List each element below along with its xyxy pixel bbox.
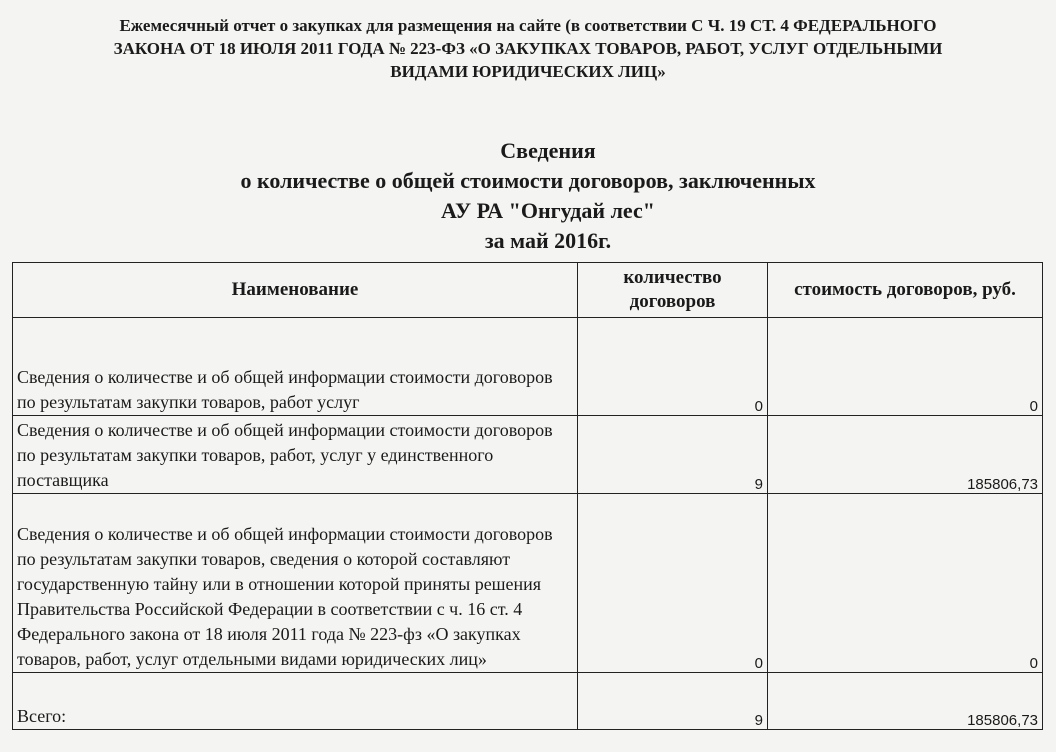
header-line-2: ЗАКОНА ОТ 18 ИЮЛЯ 2011 ГОДА № 223-ФЗ «О ЗАКУПКАХ ТОВАРОВ, РАБОТ, УСЛУГ ОТДЕЛЬНЫМИ bbox=[113, 39, 943, 58]
report-header bbox=[0, 14, 1056, 83]
title-line-2: о количестве о общей стоимости договоров, заключенных bbox=[240, 168, 816, 193]
column-header-name: Наименование bbox=[13, 263, 578, 318]
row-cost: 0 bbox=[768, 318, 1043, 416]
table-row bbox=[13, 318, 1043, 416]
column-header-count bbox=[578, 263, 768, 318]
report-title bbox=[0, 136, 1056, 256]
total-count: 9 bbox=[578, 673, 768, 730]
title-line-4: за май 2016г. bbox=[484, 228, 612, 253]
row-cost: 185806,73 bbox=[768, 416, 1043, 494]
table-row bbox=[13, 494, 1043, 673]
table-total-row bbox=[13, 673, 1043, 730]
column-header-count-line-2: договоров bbox=[629, 291, 716, 312]
row-count: 0 bbox=[578, 318, 768, 416]
header-line-1: Ежемесячный отчет о закупках для размещения на сайте (в соответствии С Ч. 19 СТ. 4 ФЕДЕРАЛЬНОГО bbox=[119, 16, 937, 35]
table-row bbox=[13, 416, 1043, 494]
row-count: 0 bbox=[578, 494, 768, 673]
total-cost: 185806,73 bbox=[768, 673, 1043, 730]
header-line-3: ВИДАМИ ЮРИДИЧЕСКИХ ЛИЦ» bbox=[390, 62, 666, 81]
row-name: Сведения о количестве и об общей информации стоимости договоров по результатам закупки товаров, сведения о которой составляют государственную тайну или в отношении которой приняты решения Правительства Российской Федерации в соответствии с ч. 16 ст. 4 Федерального закона от 18 июля 2011 года № 223-фз «О закупках товаров, работ, услуг отдельными видами юридических лиц» bbox=[13, 494, 578, 673]
row-name: Сведения о количестве и об общей информации стоимости договоров по результатам закупки товаров, работ услуг bbox=[13, 318, 578, 416]
column-header-cost: стоимость договоров, руб. bbox=[768, 263, 1043, 318]
title-line-3: АУ РА "Онгудай лес" bbox=[441, 198, 655, 223]
total-label: Всего: bbox=[13, 673, 578, 730]
contracts-table bbox=[12, 262, 1043, 730]
row-count: 9 bbox=[578, 416, 768, 494]
table-header-row bbox=[13, 263, 1043, 318]
column-header-count-line-1: количество bbox=[623, 267, 722, 288]
title-line-1: Сведения bbox=[500, 138, 596, 163]
row-name: Сведения о количестве и об общей информации стоимости договоров по результатам закупки товаров, работ, услуг у единственного поставщика bbox=[13, 416, 578, 494]
row-cost: 0 bbox=[768, 494, 1043, 673]
